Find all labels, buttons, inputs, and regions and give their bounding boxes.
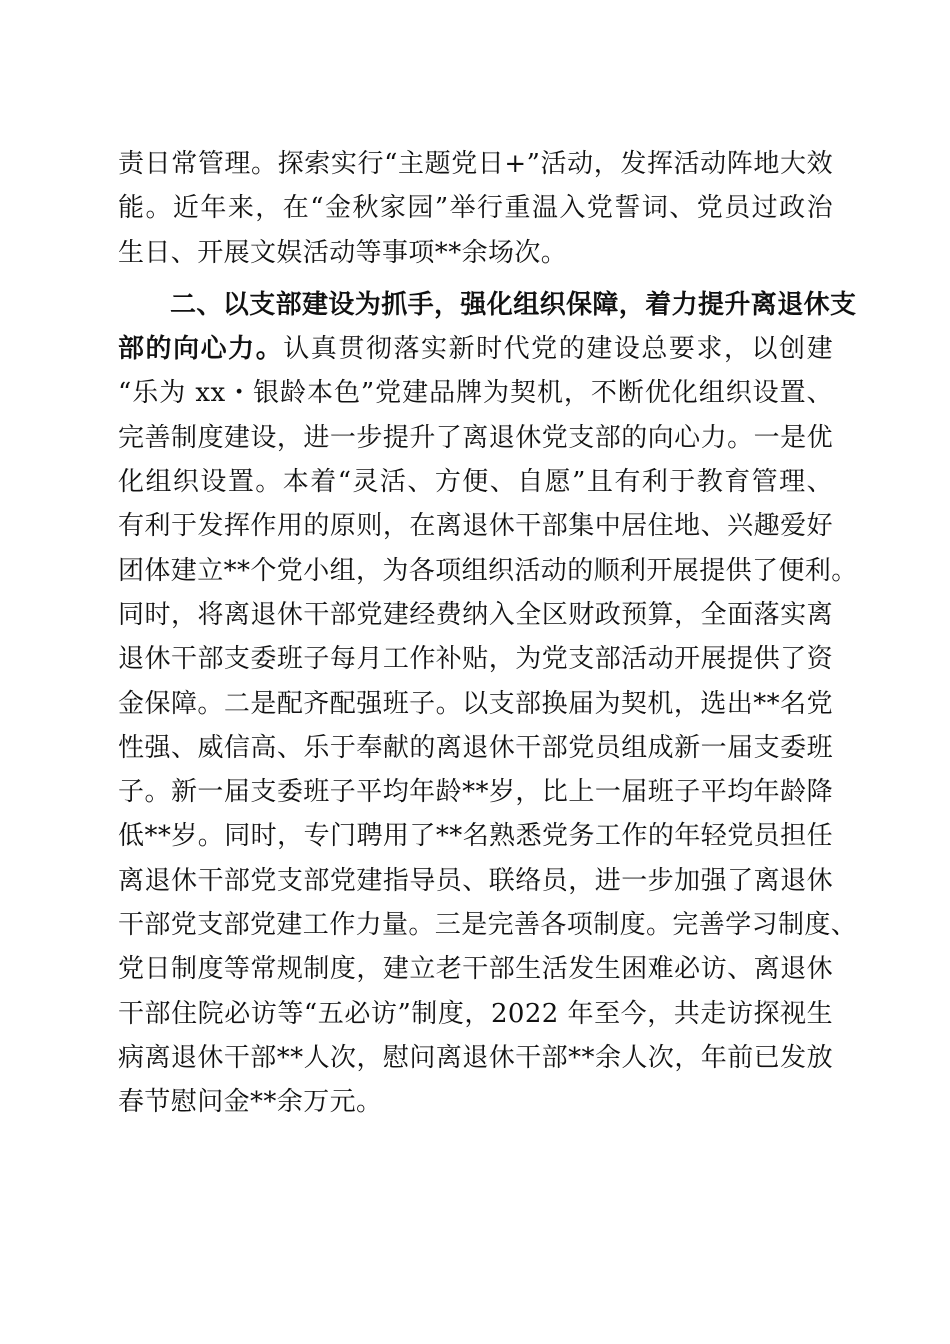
text-line: 金保障。二是配齐配强班子。以支部换届为契机，选出**名党 (118, 688, 833, 719)
text-line: 病离退休干部**人次，慰问离退休干部**余人次，年前已发放 (118, 1042, 833, 1073)
text-line: 子。新一届支委班子平均年龄**岁，比上一届班子平均年龄降 (118, 777, 833, 808)
text-span: 认真贯彻落实新时代党的建设总要求，以创建 (283, 334, 833, 365)
document-body (118, 142, 858, 1125)
text-line: 生日、开展文娱活动等事项**余场次。 (118, 237, 568, 268)
text-line: 化组织设置。本着“灵活、方便、自愿”且有利于教育管理、 (118, 467, 833, 498)
text-line: 能。近年来，在“金秋家园”举行重温入党誓词、党员过政治 (118, 193, 833, 224)
paragraph (118, 283, 858, 1125)
text-line: 完善制度建设，进一步提升了离退休党支部的向心力。一是优 (118, 422, 833, 453)
text-line: 干部住院必访等“五必访”制度，2022 年至今，共走访探视生 (118, 998, 833, 1029)
text-line: 党日制度等常规制度，建立老干部生活发生困难必访、离退休 (118, 954, 833, 985)
text-line (118, 327, 833, 371)
section-heading: 二、以支部建设为抓手，强化组织保障，着力提升离退休支 (170, 289, 857, 320)
text-line: 责日常管理。探索实行“主题党日+”活动，发挥活动阵地大效 (118, 149, 833, 179)
text-line: 有利于发挥作用的原则，在离退休干部集中居住地、兴趣爱好 (118, 511, 833, 542)
text-line: 干部党支部党建工作力量。三是完善各项制度。完善学习制度、 (118, 910, 858, 941)
text-line: 低**岁。同时，专门聘用了**名熟悉党务工作的年轻党员担任 (118, 821, 833, 852)
text-line: 退休干部支委班子每月工作补贴，为党支部活动开展提供了资 (118, 644, 833, 675)
text-line: 团体建立**个党小组，为各项组织活动的顺利开展提供了便利。 (118, 555, 858, 586)
text-line: 离退休干部党支部党建指导员、联络员，进一步加强了离退休 (118, 865, 833, 896)
text-line: 性强、威信高、乐于奉献的离退休干部党员组成新一届支委班 (118, 732, 833, 763)
text-line: “乐为 xx・银龄本色”党建品牌为契机，不断优化组织设置、 (118, 378, 833, 409)
section-heading-end: 部的向心力。 (118, 334, 284, 365)
text-line: 同时，将离退休干部党建经费纳入全区财政预算，全面落实离 (118, 599, 833, 630)
text-line: 春节慰问金**余万元。 (118, 1087, 383, 1118)
paragraph (118, 142, 833, 275)
